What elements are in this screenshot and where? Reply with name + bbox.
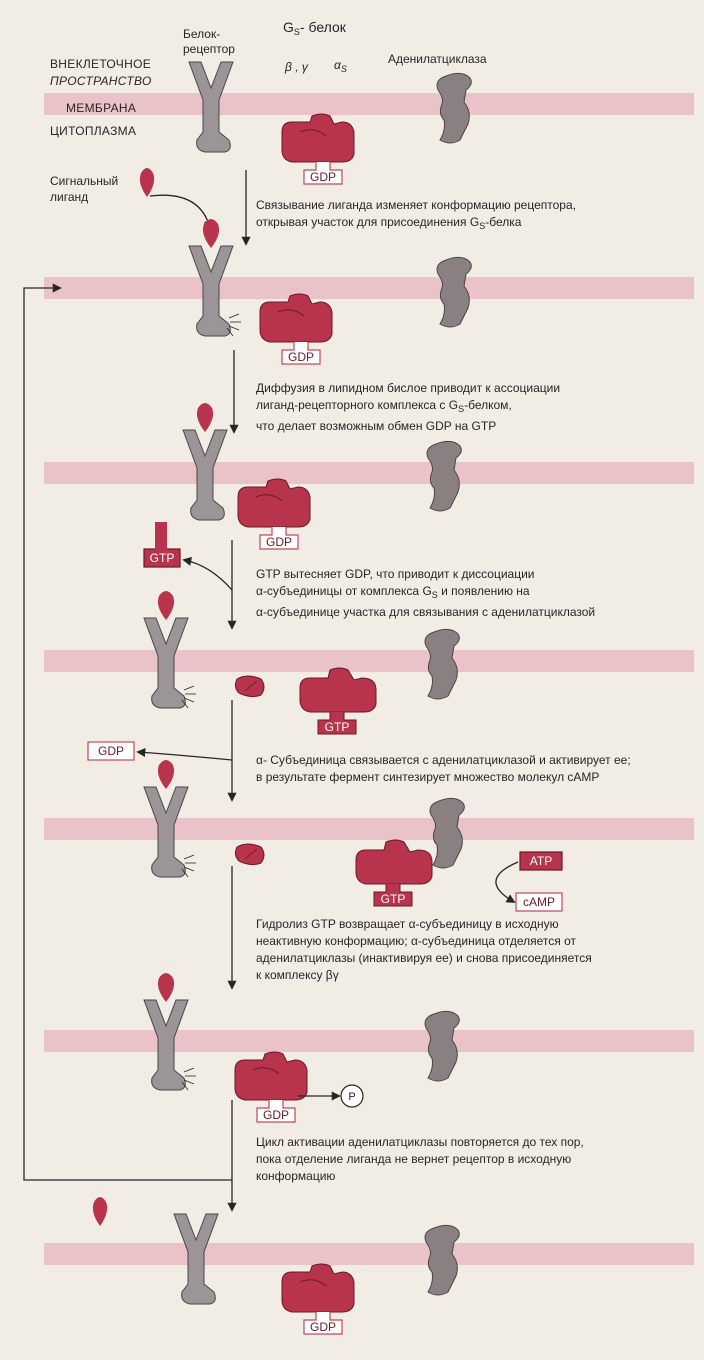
gdp-released-tag [88,742,134,760]
membrane-band-2 [44,277,694,299]
caption-step-4-line-2: в результате фермент синтезирует множество молекул cAMP [256,770,600,784]
g-protein-shape [260,294,332,342]
caption-step-5-line-2: неактивную конформацию; α-субъединица отделяется от [256,934,576,948]
bound-ligand [158,591,174,620]
caption-step-2-line-2: лиганд-рецепторного комплекса с $G_S$-белком, [256,398,512,414]
caption-step-1-line-1: Связывание лиганда изменяет конформацию рецептора, [256,198,576,212]
caption-step-5-line-4: к комплексу βγ [256,968,339,982]
atp-tag [520,852,562,870]
g-protein-shape [238,479,310,527]
caption-step-6 [256,1134,584,1185]
adenylate-cyclase-shape [425,1011,459,1081]
adenylate-cyclase-shape [427,441,461,511]
membrane-band-3 [44,462,694,484]
alpha-subunit-shape [235,676,264,697]
adenylate-cyclase-label: Аденилатциклаза [388,52,487,66]
free-ligand [140,168,154,197]
gdp-label: GDP [309,1320,337,1334]
bound-ligand [158,760,174,789]
g-protein-shape [235,1052,307,1100]
caption-step-6-line-2: пока отделение лиганда не вернет рецептор в исходную [256,1152,572,1166]
activation-ray [184,855,194,859]
adenylate-cyclase-row-1 [437,73,471,143]
detached-ligand [93,1197,107,1226]
activation-ray [229,314,239,318]
bound-ligand [203,219,219,248]
receptor-label-line2: рецептор [183,42,235,56]
gtp-label: GTP [380,892,406,906]
caption-step-5 [256,916,592,984]
tag-label: ATP [529,854,553,868]
g-protein-row-1 [282,114,354,184]
gtp-entering-tag [144,549,180,567]
membrane-band-6 [44,1030,694,1052]
caption-step-3-line-2: α-субъединицы от комплекса $G_S$ и появлению на [256,584,530,600]
ligand-label-line1: Сигнальный [50,174,119,188]
gtp-label: GTP [324,720,350,734]
membrane-band-5 [44,818,694,840]
gtp-exchange-arrow [184,560,232,590]
caption-step-6-line-3: конформацию [256,1169,336,1183]
extracellular-label-line2: ПРОСТРАНСТВО [50,74,152,88]
g-protein-shape [282,1264,354,1312]
caption-step-3 [256,566,595,621]
gdp-label: GDP [262,1108,290,1122]
gdp-label: GDP [265,535,293,549]
gdp-label: GDP [309,170,337,184]
caption-step-3-line-3: α-субъединице участка для связывания с аденилатциклазой [256,605,596,619]
caption-step-2-line-3: что делает возможным обмен GDP на GTP [256,419,497,433]
gdp-release-arrow [138,752,232,760]
receptor-row-4 [144,591,196,708]
membrane-band-7 [44,1243,694,1265]
ligand-binding-arrow [150,195,210,228]
g-protein-shape [282,114,354,162]
membrane-band-4 [44,650,694,672]
phosphate-label: P [348,1091,356,1103]
gs-protein-label: $G_S-$ белок [283,19,346,37]
tag-label: cAMP [522,895,556,909]
gtp-complex-shape [356,840,432,884]
gdp-label: GDP [287,350,315,364]
receptor-label-line1: Белок- [183,27,221,41]
membrane-band-1 [44,93,694,115]
caption-step-3-line-1: GTP вытесняет GDP, что приводит к диссоциации [256,567,535,581]
gtp-complex-shape [300,668,376,712]
bound-ligand [158,973,174,1002]
bound-ligand [197,403,213,432]
caption-step-1-line-2: открывая участок для присоединения $G_S$-белка [256,215,522,231]
tag-label: GTP [149,551,175,565]
adenylate-cyclase-shape [425,1225,459,1295]
adenylate-cyclase-shape [425,629,459,699]
adenylate-cyclase-shape [437,257,471,327]
beta-gamma-label: β , γ [285,60,308,74]
alpha-subunit-shape [235,844,264,865]
atp-to-camp-arrow [496,862,518,902]
caption-step-6-line-1: Цикл активации аденилатциклазы повторяется до тех пор, [256,1135,584,1149]
cytoplasm-label: ЦИТОПЛАЗМА [50,124,137,138]
membrane-label: МЕМБРАНА [66,101,137,115]
adenylate-cyclase-row-6 [425,1011,459,1081]
caption-step-5-line-3: аденилатциклазы (инактивируя ее) и снова присоединяется [256,951,592,965]
adenylate-cyclase-shape [430,798,464,868]
caption-step-4-line-1: α- Субъединица связывается с аденилатциклазой и активирует ее; [256,753,631,767]
alpha-gtp-complex-row-4 [300,668,376,734]
caption-step-2-line-1: Диффузия в липидном бислое приводит к ассоциации [256,381,561,395]
adenylate-cyclase-row-2 [437,257,471,327]
activation-ray [184,686,194,690]
adenylate-cyclase-row-5 [430,798,464,868]
ligand-label-line2: лиганд [50,190,89,204]
receptor-row-3 [183,403,227,520]
beta-gamma-fragment-row-5 [235,844,264,865]
adenylate-cyclase-row-4 [425,629,459,699]
extracellular-label-line1: ВНЕКЛЕТОЧНОЕ [50,57,152,71]
alpha-gtp-bound-cyclase-row-5 [356,840,432,906]
g-protein-row-6 [235,1052,307,1122]
adenylate-cyclase-shape [437,73,471,143]
adenylate-cyclase-row-7 [425,1225,459,1295]
g-protein-row-2 [260,294,332,364]
caption-step-5-line-1: Гидролиз GTP возвращает α-субъединицу в исходную [256,917,559,931]
gtp-tag-stem [155,522,167,550]
adenylate-cyclase-row-3 [427,441,461,511]
camp-tag [516,893,562,911]
g-protein-row-7 [282,1264,354,1334]
beta-gamma-fragment-row-4 [235,676,264,697]
alpha-s-label: $\alpha_S$ [334,58,347,74]
caption-step-2 [256,380,560,435]
activation-ray [184,1068,194,1072]
caption-step-4 [256,752,631,786]
caption-step-1 [256,197,576,235]
tag-label: GDP [97,744,125,758]
g-protein-row-3 [238,479,310,549]
